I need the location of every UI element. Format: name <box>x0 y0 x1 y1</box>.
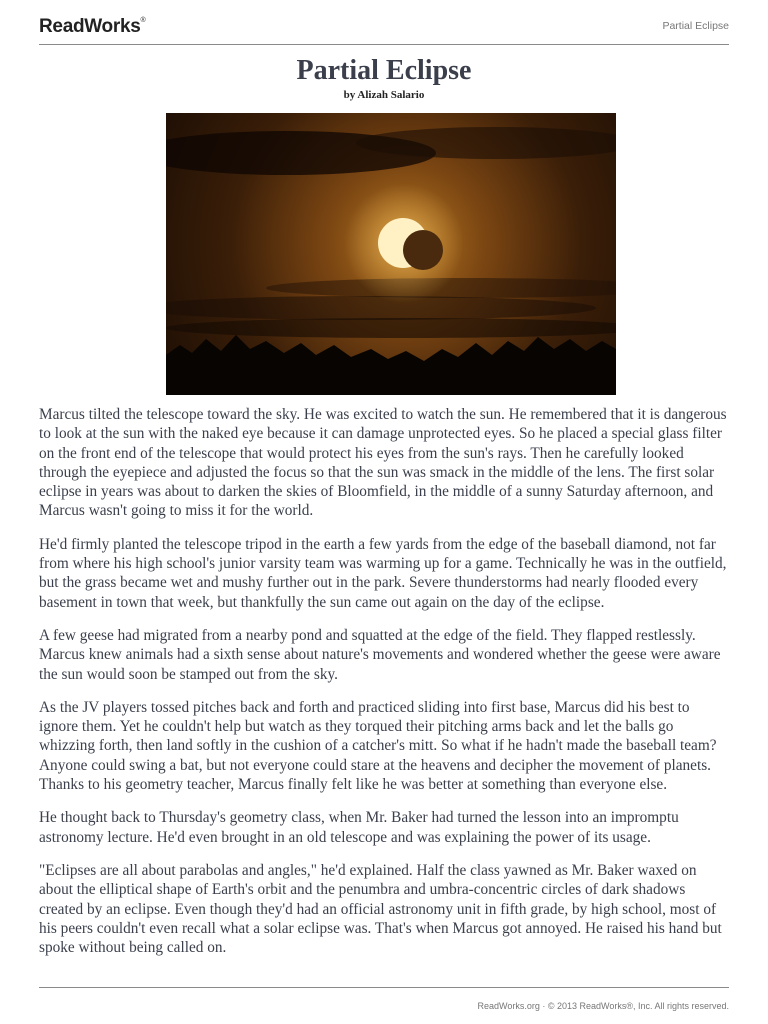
paragraph: As the JV players tossed pitches back and forth and practiced sliding into first base, Marcus did his best to ignore them. Yet he couldn't help but watch as they torqued their pitching arms back and let the balls go whizzing forth, then land softly in the cushion of a catcher's mitt. So what if he hadn't made the baseball team? Anyone could swing a bat, but not everyone could stare at the heavens and decipher the movement of planets. Thanks to his geometry teacher, Marcus finally felt like he was better at something than everyone else. <box>39 698 717 794</box>
paragraph: A few geese had migrated from a nearby pond and squatted at the edge of the field. They flapped restlessly. Marcus knew animals had a sixth sense about nature's movements and wondered whether the geese were aware the sun would soon be stamped out from the sky. <box>39 626 721 683</box>
page-header <box>39 14 729 45</box>
paragraph: "Eclipses are all about parabolas and angles," he'd explained. Half the class yawned as Mr. Baker waxed on about the elliptical shape of Earth's orbit and the penumbra and umbra-concentric circles of dark shadows created by an eclipse. Even though they'd had an official astronomy unit in fifth grade, by high school, most of his peers couldn't even recall what a solar eclipse was. That's when Marcus got annoyed. He raised his hand but spoke without being called on. <box>39 861 722 957</box>
article-title: Partial Eclipse <box>296 55 472 86</box>
eclipse-photo <box>166 113 616 395</box>
footer-divider <box>39 987 729 988</box>
article-byline: by Alizah Salario <box>343 89 425 101</box>
readworks-logo: ReadWorks® <box>39 16 146 37</box>
footer-copyright: ReadWorks.org · © 2013 ReadWorks®, Inc. All rights reserved. <box>477 1001 729 1011</box>
paragraph: He thought back to Thursday's geometry class, when Mr. Baker had turned the lesson into an impromptu astronomy lecture. He'd even brought in an old telescope and was explaining the power of its usage. <box>39 809 679 846</box>
header-article-title: Partial Eclipse <box>662 20 729 32</box>
paragraph: He'd firmly planted the telescope tripod in the earth a few yards from the edge of the baseball diamond, not far from where his high school's junior varsity team was warming up for a game. Technically he was in the outfield, but the grass became wet and mushy further out in the park. Severe thunderstorms had nearly flooded every basement in town that week, but thankfully the sun came out again on the day of the eclipse. <box>39 535 727 611</box>
article-body <box>39 405 731 971</box>
paragraph: Marcus tilted the telescope toward the sky. He was excited to watch the sun. He remembered that it is dangerous to look at the sun with the naked eye because it can damage unprotected eyes. So he placed a special glass filter on the front end of the telescope that would protect his eyes from the sun's rays. Then he carefully looked through the eyepiece and adjusted the focus so that the sun was smack in the middle of the lens. The first solar eclipse in years was about to darken the skies of Bloomfield, in the middle of a sunny Saturday afternoon, and Marcus wasn't going to miss it for the world. <box>39 406 727 520</box>
